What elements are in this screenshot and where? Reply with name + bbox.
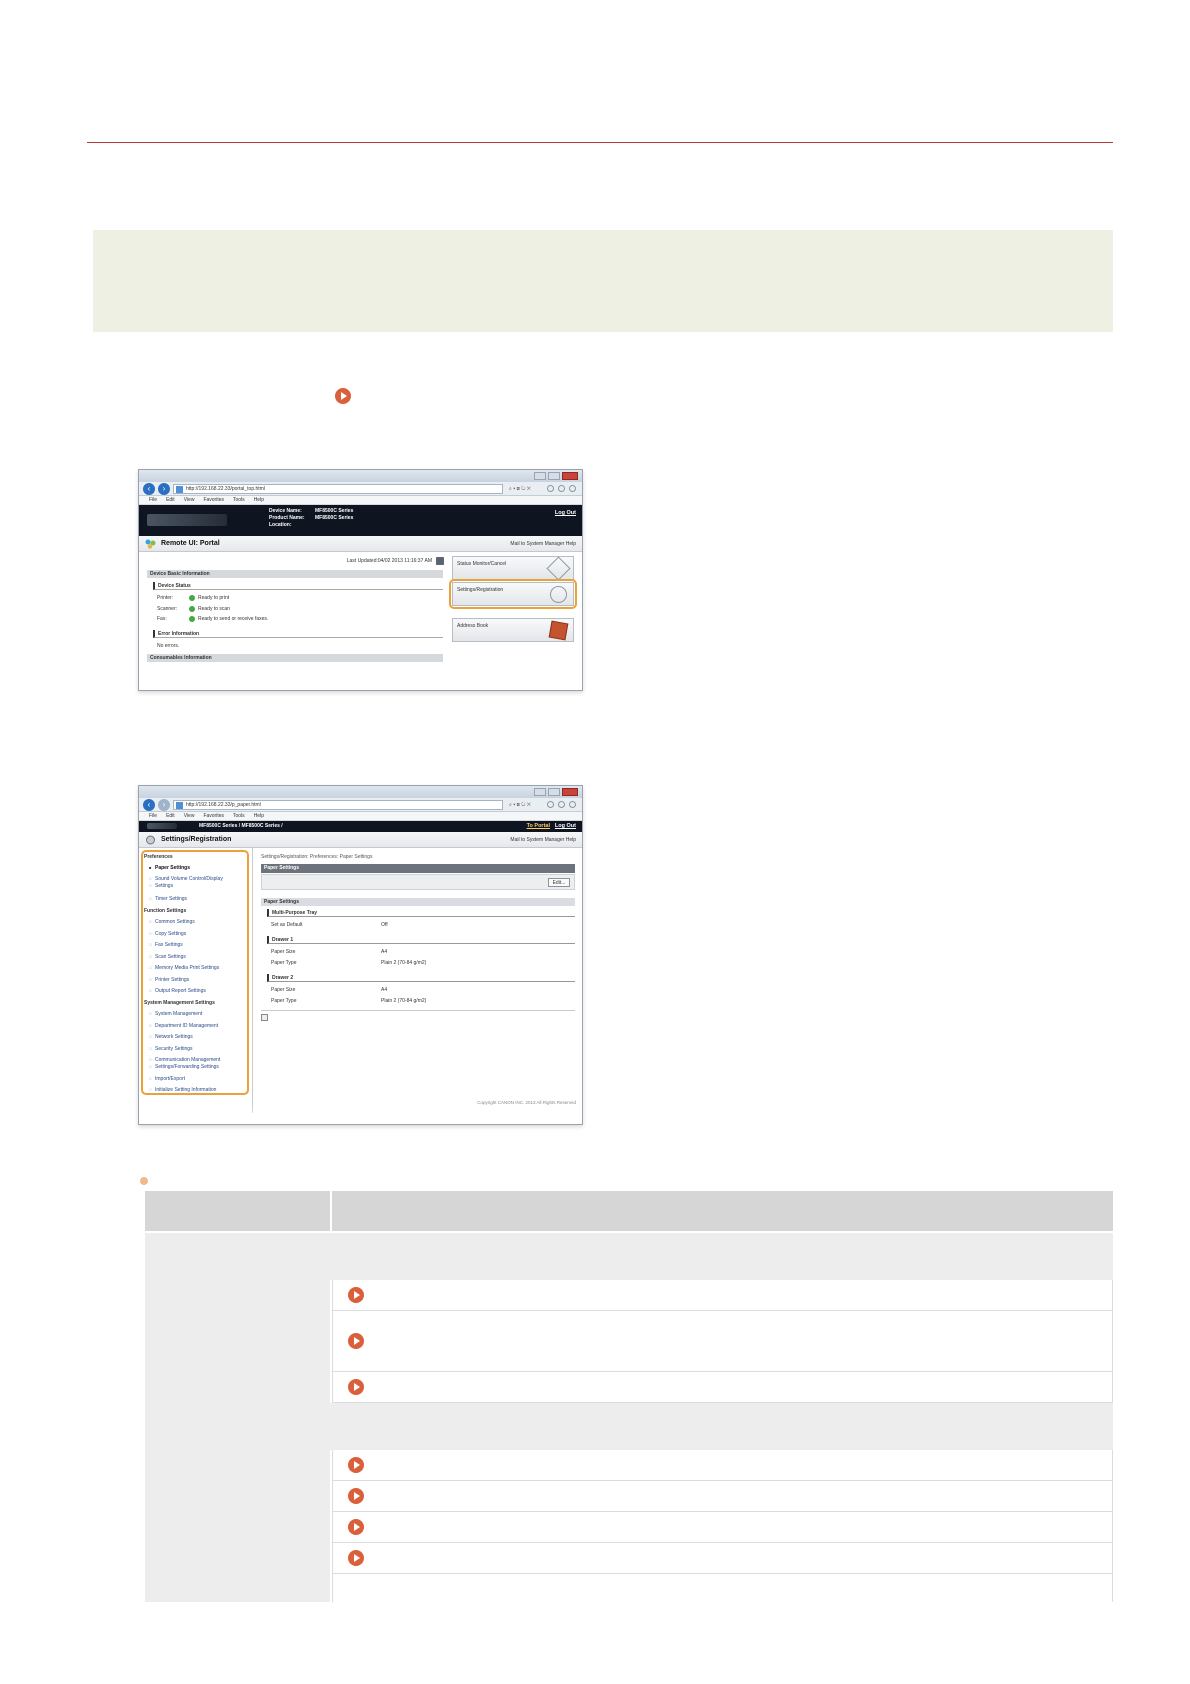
d2-type-row [271,998,426,1004]
brand-logo [147,514,227,526]
no-errors-text: No errors. [157,643,180,649]
settings-page-icon [145,835,156,845]
close-icon[interactable] [562,788,578,796]
nav-item-printer-settings[interactable]: □ Printer Settings [155,977,189,983]
status-fax-label: Fax: [157,616,167,622]
title-divider [87,142,1113,143]
status-monitor-label: Status Monitor/Cancel [457,561,507,567]
status-scanner-label: Scanner: [157,606,178,612]
menu-view[interactable]: View [183,813,195,819]
product-name-label: Product Name: [269,515,305,521]
device-name-value: MF8500C Series [315,508,354,514]
bullet-icon [140,1177,148,1185]
settings-icon[interactable] [569,801,576,808]
header-path: MF8500C Series / MF8500C Series / [199,823,283,829]
device-header [139,505,582,536]
eye-icon [546,556,570,580]
link-arrow-icon[interactable] [335,388,351,404]
address-bar [139,482,582,496]
edit-button[interactable]: Edit... [548,878,570,887]
device-header [139,821,582,832]
url-text: http://192.168.22.33/p_paper.html [186,801,261,808]
device-basic-info-bar: Device Basic Information [147,570,443,578]
status-printer [157,595,229,601]
table-row [145,1512,1113,1543]
book-icon [549,621,569,641]
link-arrow-icon[interactable] [348,1287,364,1303]
nav-item-sound-volume-cont[interactable]: □ Settings [155,883,173,889]
status-printer-label: Printer: [157,595,174,601]
nav-item-comm-mgmt[interactable]: □ Communication Management [155,1057,220,1063]
nav-item-timer-settings[interactable]: □ Timer Settings [155,896,187,902]
table-row [145,1311,1113,1372]
page-icon [176,802,183,809]
status-monitor-button[interactable] [452,556,574,580]
d1-size-row [271,949,387,955]
link-arrow-icon[interactable] [348,1550,364,1566]
status-ok-icon [189,595,195,601]
page-title-bar [139,832,582,848]
nav-item-common-settings[interactable]: □ Common Settings [155,919,195,925]
maximize-icon[interactable] [548,472,560,480]
content-divider [261,1010,575,1011]
status-fax [157,616,268,622]
nav-item-department-id[interactable]: □ Department ID Management [155,1023,218,1029]
logout-link[interactable]: Log Out [554,823,576,829]
top-links[interactable]: Mail to System Manager Help [510,837,576,843]
forward-icon[interactable]: › [158,483,170,495]
table-row [145,1450,1113,1481]
address-book-label: Address Book [457,623,489,629]
mp-tray-heading: Multi-Purpose Tray [267,909,575,917]
nav-category-function: Function Settings [144,908,187,914]
address-controls[interactable]: ⌕ ▾ ⊠ ↻ ✕ [509,801,531,808]
menu-bar [139,496,582,505]
device-status-heading: Device Status [153,582,443,590]
nav-item-comm-mgmt-cont[interactable]: □ Settings/Forwarding Settings [155,1064,219,1070]
d1-type-value: Plain 2 (70-84 g/m2) [381,960,427,966]
breadcrumb: Settings/Registration: Preferences: Paper Settings [261,854,373,860]
copyright-text: Copyright CANON INC. 2013 All Rights Reserved [477,1100,576,1105]
d1-type-row [271,960,426,966]
address-controls[interactable]: ⌕ ▾ ⊠ ↻ ✕ [509,485,531,492]
link-arrow-icon[interactable] [348,1488,364,1504]
fade-overlay [139,1106,582,1124]
nav-item-paper-settings[interactable]: ■ Paper Settings [155,865,190,871]
nav-item-sound-volume[interactable]: □ Sound Volume Control/Display [155,876,223,882]
fade-overlay [139,664,582,690]
d2-type-label: Paper Type [271,998,297,1004]
mp-default-value: Off [381,922,388,928]
page-title: Settings/Registration [161,836,232,843]
menu-file[interactable]: File [149,497,158,503]
minimize-icon[interactable] [534,472,546,480]
edit-box [261,874,575,890]
brand-logo [147,823,177,829]
nav-divider [252,848,253,1113]
portal-browser-window [138,469,583,691]
highlight-frame [449,579,577,609]
d1-size-value: A4 [381,949,388,955]
settings-content [139,848,582,1113]
link-arrow-icon[interactable] [348,1379,364,1395]
portal-content [139,552,582,682]
page-title-bar [139,536,582,552]
table-row [145,1574,1113,1602]
table-row [145,1481,1113,1512]
status-ok-icon [189,606,195,612]
d2-size-label: Paper Size [271,987,296,993]
link-arrow-icon[interactable] [348,1457,364,1473]
portal-icon [145,539,156,549]
d2-size-value: A4 [381,987,388,993]
menu-view[interactable]: View [183,497,195,503]
menu-help[interactable]: Help [253,813,264,819]
settings-browser-window [138,785,583,1125]
menu-help[interactable]: Help [253,497,264,503]
paper-settings-bar: Paper Settings [261,898,575,906]
menu-bar [139,812,582,821]
mp-default-label: Set as Default [271,922,303,928]
nav-item-security-settings[interactable]: □ Security Settings [155,1046,193,1052]
menu-edit[interactable]: Edit [166,813,175,819]
minimize-icon[interactable] [534,788,546,796]
menu-tools[interactable]: Tools [233,497,245,503]
address-bar [139,798,582,812]
settings-icon[interactable] [569,485,576,492]
nav-item-system-management[interactable]: □ System Management [155,1011,202,1017]
location-label: Location: [269,522,292,528]
section-title-bar: Paper Settings [261,864,575,873]
last-updated: Last Updated:04/02 2013 11:16:37 AM [346,558,432,564]
d2-type-value: Plain 2 (70-84 g/m2) [381,998,427,1004]
menu-favorites[interactable]: Favorites [203,813,224,819]
status-printer-value: Ready to print [198,595,230,601]
url-text: http://192.168.22.33/portal_top.html [186,485,265,492]
d2-size-row [271,987,387,993]
product-name-value: MF8500C Series [315,515,354,521]
nav-item-memory-media[interactable]: □ Memory Media Print Settings [155,965,219,971]
table-row [145,1543,1113,1574]
nav-item-initialize[interactable]: □ Initialize Setting Information [155,1087,216,1093]
settings-registration-label: Settings/Registration [457,587,504,593]
page-icon [176,486,183,493]
nav-item-output-report[interactable]: □ Output Report Settings [155,988,206,994]
table-header-cell [332,1191,1113,1231]
home-icon[interactable] [547,485,554,492]
note-box [93,230,1113,332]
to-portal-link[interactable]: To Portal [526,823,550,829]
maximize-icon[interactable] [548,788,560,796]
close-icon[interactable] [562,472,578,480]
page-title: Remote UI: Portal [161,540,220,547]
table-header-cell [145,1191,330,1231]
top-links[interactable]: Mail to System Manager Help [510,541,576,547]
device-info [269,508,353,529]
window-titlebar [139,470,582,482]
favorites-icon[interactable] [558,801,565,808]
nav-category-preferences: Preferences [144,854,173,860]
status-scanner-value: Ready to scan [198,606,230,612]
back-icon[interactable]: ‹ [143,799,155,811]
drawer1-heading: Drawer 1 [267,936,575,944]
d1-size-label: Paper Size [271,949,296,955]
favorites-icon[interactable] [558,485,565,492]
status-scanner [157,606,230,612]
back-icon[interactable]: ‹ [143,483,155,495]
address-book-button[interactable] [452,618,574,642]
url-input[interactable] [173,484,503,494]
link-arrow-icon[interactable] [348,1519,364,1535]
nav-item-network-settings[interactable]: □ Network Settings [155,1034,193,1040]
nav-item-fax-settings[interactable]: □ Fax Settings [155,942,183,948]
url-input[interactable] [173,800,503,810]
status-fax-value: Ready to send or receive faxes. [198,616,269,622]
window-titlebar [139,786,582,798]
nav-item-import-export[interactable]: □ Import/Export [155,1076,185,1082]
menu-favorites[interactable]: Favorites [203,497,224,503]
home-icon[interactable] [547,801,554,808]
d1-type-label: Paper Type [271,960,297,966]
table-group-row [145,1403,1113,1450]
table-row [145,1372,1113,1403]
mp-default-row [271,922,388,928]
refresh-icon[interactable] [436,557,444,565]
logout-link[interactable]: Log Out [554,510,576,516]
table-row [145,1280,1113,1311]
consumables-info-bar: Consumables Information [147,654,443,662]
table-group-row [145,1233,1113,1280]
nav-category-system: System Management Settings [144,1000,215,1006]
error-info-heading: Error Information [153,630,443,638]
nav-item-copy-settings[interactable]: □ Copy Settings [155,931,186,937]
forward-icon[interactable]: › [158,799,170,811]
nav-item-scan-settings[interactable]: □ Scan Settings [155,954,186,960]
scroll-top-icon[interactable] [261,1014,268,1021]
table-header-row [145,1191,1113,1231]
link-arrow-icon[interactable] [348,1333,364,1349]
menu-tools[interactable]: Tools [233,813,245,819]
status-ok-icon [189,616,195,622]
menu-file[interactable]: File [149,813,158,819]
menu-edit[interactable]: Edit [166,497,175,503]
device-name-label: Device Name: [269,508,302,514]
drawer2-heading: Drawer 2 [267,974,575,982]
